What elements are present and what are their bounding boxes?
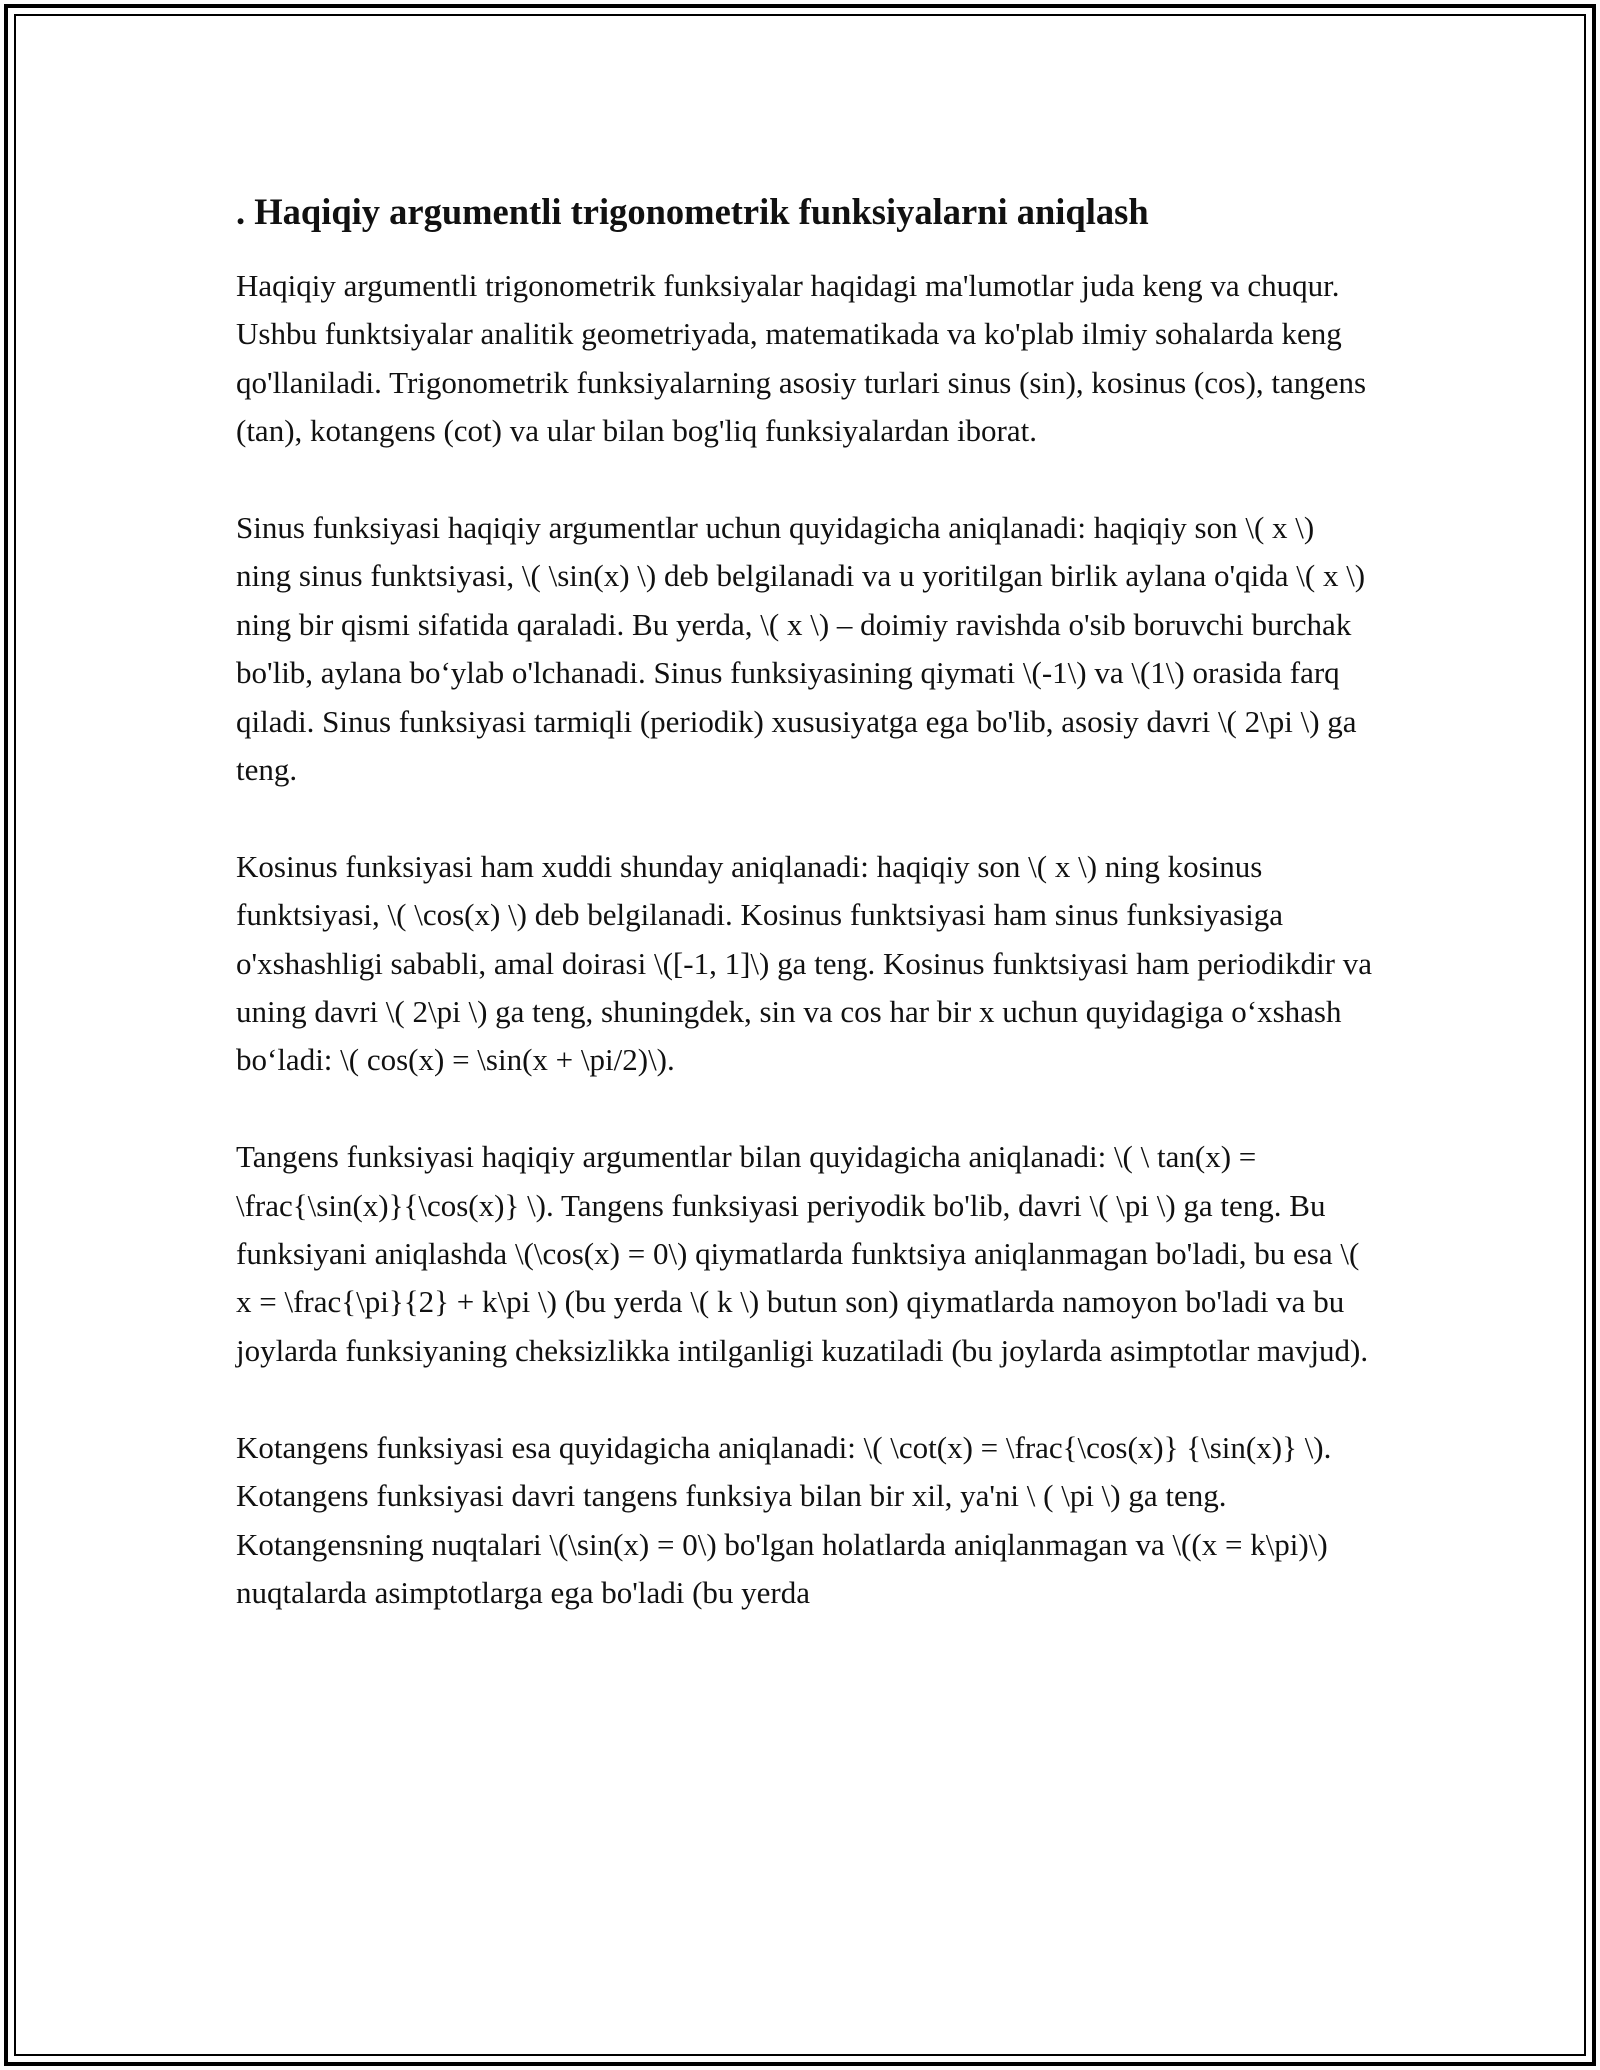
paragraph-tangens: Tangens funksiyasi haqiqiy argumentlar bilan quyidagicha aniqlanadi: \( \ tan(x) = \frac{\sin(x)}{\cos(x)} \). Tangens funksiyasi periyodik bo'lib, davri \( \pi \) ga teng. Bu funksiyani aniqlashda \(\cos(x) = 0\) qiymatlarda funktsiya aniqlanmagan bo'ladi, bu esa \( x = \frac{\pi}{2} + k\pi \) (bu yerda \( k \) butun son) qiymatlarda namoyon bo'ladi va bu joylarda funksiyaning cheksizlikka intilganligi kuzatiladi (bu joylarda asimptotlar mavjud). — [236, 1139, 1369, 1368]
document-title: . Haqiqiy argumentli trigonometrik funksiyalarni aniqlash — [236, 191, 1149, 232]
paragraph-sinus: Sinus funksiyasi haqiqiy argumentlar uchun quyidagicha aniqlanadi: haqiqiy son \( x \) ning sinus funktsiyasi, \( \sin(x) \) deb belgilanadi va u yoritilgan birlik aylana o'qida \( x \) ning bir qismi sifatida qaraladi. Bu yerda, \( x \) – doimiy ravishda o'sib boruvchi burchak bo'lib, aylana bo‘ylab o'lchanadi. Sinus funksiyasining qiymati \(-1\) va \(1\) orasida farq qiladi. Sinus funksiyasi tarmiqli (periodik) xususiyatga ega bo'lib, asosiy davri \( 2\pi \) ga teng. — [236, 510, 1366, 788]
document-body — [236, 188, 1372, 1617]
paragraph-kosinus: Kosinus funksiyasi ham xuddi shunday aniqlanadi: haqiqiy son \( x \) ning kosinus funktsiyasi, \( \cos(x) \) deb belgilanadi. Kosinus funktsiyasi ham sinus funksiyasiga o'xshashligi sababli, amal doirasi \([-1, 1]\) ga teng. Kosinus funktsiyasi ham periodikdir va uning davri \( 2\pi \) ga teng, shuningdek, sin va cos har bir x uchun quyidagiga o‘xshash bo‘ladi: \( cos(x) = \sin(x + \pi/2)\). — [236, 848, 1373, 1078]
paragraph-intro: Haqiqiy argumentli trigonometrik funksiyalar haqidagi ma'lumotlar juda keng va chuqur. Ushbu funktsiyalar analitik geometriyada, matematikada va ko'plab ilmiy sohalarda keng qo'llaniladi. Trigonometrik funksiyalarning asosiy turlari sinus (sin), kosinus (cos), tangens (tan), kotangens (cot) va ular bilan bog'liq funksiyalardan iborat. — [236, 268, 1367, 449]
paragraph-kotangens: Kotangens funksiyasi esa quyidagicha aniqlanadi: \( \cot(x) = \frac{\cos(x)} {\sin(x)} \). Kotangens funksiyasi davri tangens funksiya bilan bir xil, ya'ni \ ( \pi \) ga teng. Kotangensning nuqtalari \(\sin(x) = 0\) bo'lgan holatlarda aniqlanmagan va \((x = k\pi)\) nuqtalarda asimptotlarga ega bo'ladi (bu yerda — [236, 1429, 1332, 1610]
